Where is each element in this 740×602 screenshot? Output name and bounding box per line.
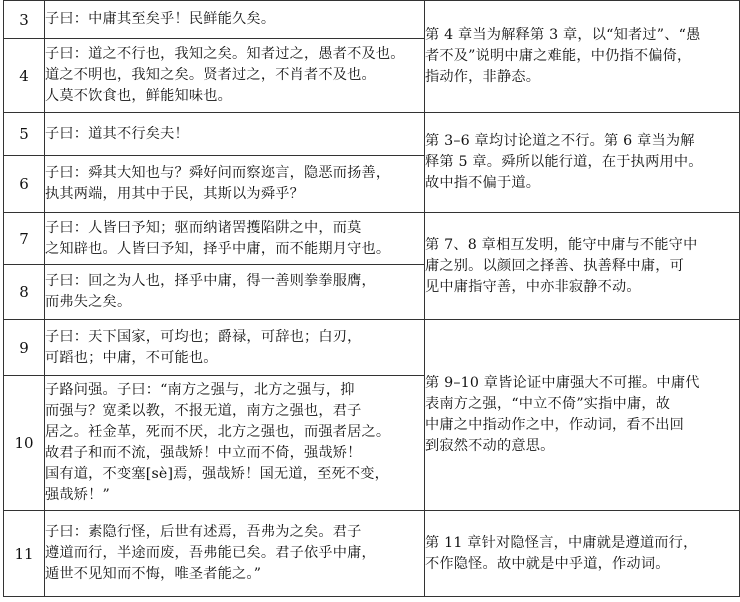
text-line: 国有道，不变塞[sè]焉，强哉矫！国无道，至死不变， bbox=[45, 466, 390, 482]
text-line: 强哉矫！” bbox=[45, 487, 111, 503]
text-line: 子曰：道其不行矣夫！ bbox=[45, 125, 189, 142]
text-line: 子曰：舜其大知也与？舜好问而察迩言，隐恶而扬善， bbox=[45, 165, 391, 181]
note-line: 第 3–6 章均讨论道之不行。第 6 章当为解 bbox=[425, 133, 695, 149]
commentary-note bbox=[425, 511, 740, 597]
chapter-text bbox=[45, 320, 425, 376]
text-line: 子路问强。子曰：“南方之强与，北方之强与，抑 bbox=[45, 382, 355, 398]
text-line: 可蹈也；中庸，不可能也。 bbox=[45, 349, 218, 366]
text-line: 执其两端，用其中于民，其斯以为舜乎？ bbox=[45, 186, 304, 202]
note-line: 故中指不偏于道。 bbox=[425, 175, 541, 191]
commentary-note bbox=[425, 213, 740, 320]
table-row bbox=[4, 511, 740, 597]
chapter-text bbox=[45, 156, 425, 213]
note-line: 释第 5 章。舜所以能行道，在于执两用中。 bbox=[425, 154, 703, 170]
chapter-number: 9 bbox=[4, 320, 45, 376]
table-row bbox=[4, 213, 740, 265]
commentary-note bbox=[425, 320, 740, 511]
note-line: 第 11 章针对隐怪言，中庸就是遵道而行， bbox=[425, 534, 698, 551]
note-line: 者不及”说明中庸之难能，中仍指不偏倚， bbox=[425, 48, 692, 64]
chapter-text bbox=[45, 39, 425, 113]
chapter-text bbox=[45, 265, 425, 320]
chapter-text bbox=[45, 376, 425, 511]
text-line: 居之。衽金革，死而不厌，北方之强也，而强者居之。 bbox=[45, 424, 391, 440]
text-line: 子曰：素隐行怪，后世有述焉，吾弗为之矣。君子 bbox=[45, 524, 362, 540]
text-line: 子曰：人皆曰予知；驱而纳诸罟擭陷阱之中，而莫 bbox=[45, 219, 362, 236]
text-line: 之知辟也。人皆曰予知，择乎中庸，而不能期月守也。 bbox=[45, 240, 391, 257]
text-line: 而强与？宽柔以教，不报无道，南方之强也，君子 bbox=[45, 403, 362, 419]
chapter-number: 7 bbox=[4, 213, 45, 265]
note-line: 见中庸指守善，中亦非寂静不动。 bbox=[425, 278, 641, 295]
chapter-text bbox=[45, 113, 425, 156]
chapter-number: 6 bbox=[4, 156, 45, 213]
note-line: 第 4 章当为解释第 3 章，以“知者过”、“愚 bbox=[425, 27, 701, 43]
text-line: 遁世不见知而不悔，唯圣者能之。” bbox=[45, 566, 262, 582]
note-line: 到寂然不动的意思。 bbox=[425, 438, 555, 454]
text-line: 子曰：道之不行也，我知之矣。知者过之，愚者不及也。 bbox=[45, 46, 405, 62]
text-line: 遵道而行，半途而废，吾弗能已矣。君子依乎中庸， bbox=[45, 545, 376, 561]
table-row bbox=[4, 113, 740, 156]
chapter-text bbox=[45, 213, 425, 265]
chapter-number: 10 bbox=[4, 376, 45, 511]
text-line: 而弗失之矣。 bbox=[45, 294, 132, 310]
chapter-number: 5 bbox=[4, 113, 45, 156]
commentary-note bbox=[425, 1, 740, 113]
chapter-number: 3 bbox=[4, 1, 45, 39]
table-row bbox=[4, 320, 740, 376]
text-line: 故君子和而不流，强哉矫！中立而不倚，强哉矫！ bbox=[45, 445, 362, 461]
commentary-note bbox=[425, 113, 740, 213]
chapter-number: 8 bbox=[4, 265, 45, 320]
note-line: 第 7、8 章相互发明，能守中庸与不能守中 bbox=[425, 236, 698, 253]
note-line: 表南方之强，“中立不倚”实指中庸，故 bbox=[425, 396, 671, 412]
text-line: 子曰：回之为人也，择乎中庸，得一善则拳拳服膺， bbox=[45, 273, 376, 289]
text-line: 人莫不饮食也，鲜能知味也。 bbox=[45, 88, 233, 104]
chapter-text bbox=[45, 511, 425, 597]
chapter-number: 11 bbox=[4, 511, 45, 597]
chapter-number: 4 bbox=[4, 39, 45, 113]
note-line: 第 9–10 章皆论证中庸强大不可摧。中庸代 bbox=[425, 375, 700, 391]
note-line: 中庸之中指动作之中，作动词，看不出回 bbox=[425, 417, 684, 433]
text-line: 子曰：中庸其至矣乎！民鲜能久矣。 bbox=[45, 11, 276, 27]
note-line: 指动作，非静态。 bbox=[425, 69, 541, 85]
commentary-table bbox=[3, 0, 740, 597]
note-line: 不作隐怪。故中就是中乎道，作动词。 bbox=[425, 555, 670, 572]
table-row bbox=[4, 1, 740, 39]
note-line: 庸之别。以颜回之择善、执善释中庸，可 bbox=[425, 257, 684, 274]
text-line: 子曰：天下国家，可均也；爵禄，可辞也；白刃， bbox=[45, 328, 362, 345]
text-line: 道之不明也，我知之矣。贤者过之，不肖者不及也。 bbox=[45, 67, 376, 83]
chapter-text bbox=[45, 1, 425, 39]
